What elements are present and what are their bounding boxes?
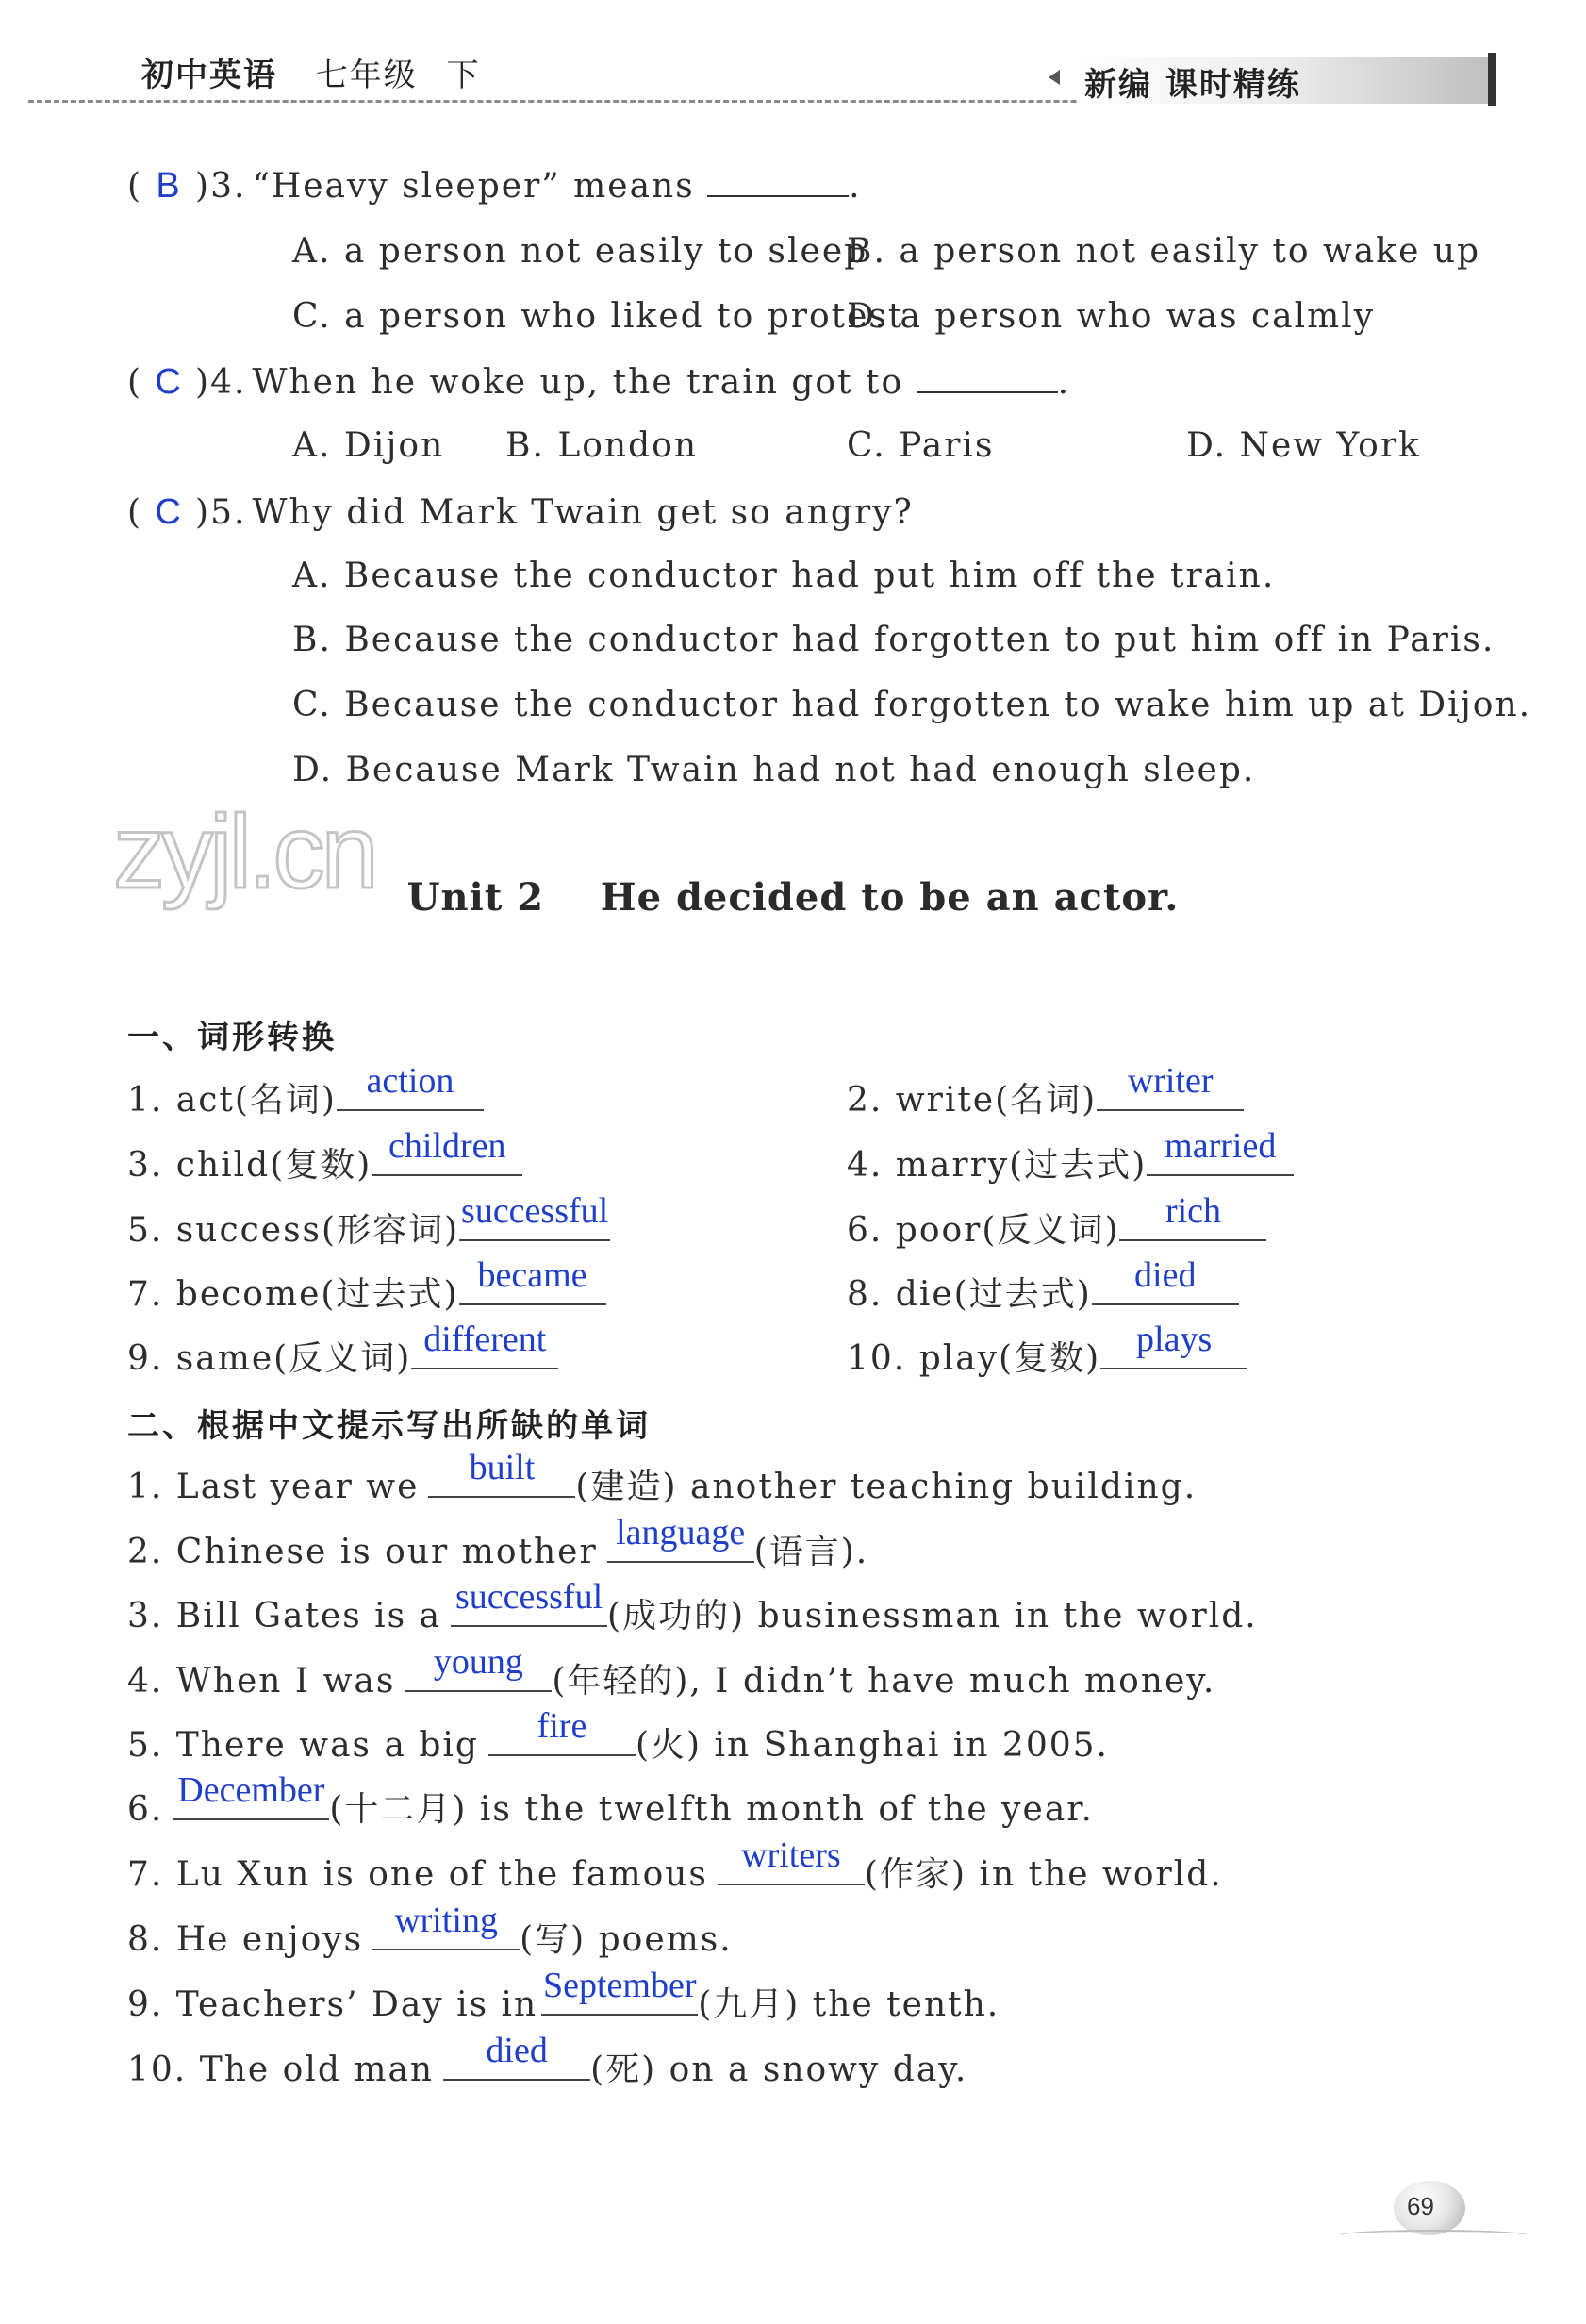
word-form-answer: became — [477, 1255, 587, 1295]
fill-in-answer: December — [177, 1770, 325, 1810]
fill-in-blank[interactable] — [405, 1642, 552, 1692]
fill-in-before: 2. Chinese is our mother — [127, 1533, 598, 1571]
fill-in-answer: writing — [394, 1901, 498, 1940]
fill-in-before: 6. — [127, 1790, 164, 1829]
fill-in-after: (十二月) is the twelfth month of the year. — [329, 1790, 1094, 1829]
fill-in-before: 5. There was a big — [127, 1726, 479, 1765]
question-4-blank[interactable] — [917, 363, 1058, 393]
fill-in-blank[interactable] — [428, 1448, 575, 1498]
word-form-blank[interactable] — [1119, 1191, 1266, 1241]
page-number: 69 — [1407, 2192, 1434, 2220]
fill-in-before: 9. Teachers’ Day is in — [127, 1985, 538, 2024]
fill-in-after: (九月) the tenth. — [698, 1985, 1000, 2024]
section-2-title: 二、根据中文提示写出所缺的单词 — [127, 1407, 651, 1445]
question-3-option-b: B. a person not easily to wake up — [847, 232, 1481, 271]
fill-in-before: 7. Lu Xun is one of the famous — [127, 1855, 708, 1894]
fill-in-item-9 — [127, 1966, 1000, 2026]
fill-in-after: (作家) in the world. — [864, 1855, 1223, 1894]
fill-in-before: 8. He enjoys — [127, 1920, 364, 1959]
question-3-number: 3. — [210, 167, 247, 206]
word-form-prompt: 4. marry(过去式) — [847, 1146, 1148, 1185]
fill-in-answer: young — [433, 1642, 523, 1682]
word-form-answer: children — [388, 1126, 506, 1166]
fill-in-blank[interactable] — [718, 1835, 865, 1885]
fill-in-after: (年轻的), I didn’t have much money. — [552, 1662, 1216, 1701]
question-5-stem: Why did Mark Twain get so angry? — [252, 493, 914, 532]
word-form-blank[interactable] — [1147, 1126, 1294, 1176]
word-form-blank[interactable] — [459, 1191, 610, 1241]
word-form-blank[interactable] — [411, 1320, 558, 1370]
word-form-item-3 — [127, 1126, 522, 1187]
fill-in-item-3 — [127, 1577, 1258, 1637]
word-form-blank[interactable] — [1092, 1255, 1239, 1305]
fill-in-before: 1. Last year we — [127, 1468, 420, 1506]
word-form-prompt: 1. act(名词) — [127, 1081, 337, 1120]
fill-in-answer: successful — [454, 1577, 603, 1617]
fill-in-item-2 — [127, 1513, 869, 1573]
word-form-answer: married — [1165, 1126, 1277, 1166]
header-brand-end — [1488, 53, 1496, 106]
fill-in-blank[interactable] — [607, 1513, 754, 1563]
question-3: ( B )3. “Heavy sleeper” means . — [127, 166, 862, 206]
question-3-option-a: A. a person not easily to sleep — [292, 232, 868, 271]
word-form-prompt: 10. play(复数) — [847, 1339, 1101, 1378]
question-5-answer[interactable]: C — [155, 492, 183, 532]
fill-in-item-5 — [127, 1706, 1109, 1767]
fill-in-item-7 — [127, 1835, 1223, 1896]
word-form-item-7 — [127, 1255, 606, 1316]
question-3-option-d: D. a person who was calmly — [847, 297, 1376, 336]
header-term: 下 — [446, 57, 481, 94]
fill-in-after: (写) poems. — [520, 1920, 733, 1959]
question-5: ( C )5. Why did Mark Twain get so angry? — [127, 492, 914, 532]
word-form-item-6 — [847, 1191, 1266, 1252]
word-form-item-4 — [847, 1126, 1294, 1187]
unit-title: Unit 2 He decided to be an actor. — [406, 875, 1180, 920]
question-4-stem: When he woke up, the train got to — [252, 363, 904, 402]
word-form-prompt: 7. become(过去式) — [127, 1275, 459, 1314]
question-5-option-b: B. Because the conductor had forgotten to put him off in Paris. — [292, 621, 1495, 659]
word-form-item-10 — [847, 1320, 1247, 1380]
watermark: zyjl.cn — [113, 794, 375, 910]
question-4-option-b: B. London — [505, 426, 699, 465]
section-1-title: 一、词形转换 — [127, 1019, 337, 1056]
word-form-item-8 — [847, 1255, 1239, 1316]
question-4-end: . — [1057, 363, 1071, 402]
fill-in-answer: died — [486, 2031, 548, 2070]
word-form-prompt: 6. poor(反义词) — [847, 1211, 1120, 1250]
fill-in-after: (死) on a snowy day. — [590, 2050, 968, 2089]
question-4-option-c: C. Paris — [847, 426, 995, 465]
word-form-prompt: 5. success(形容词) — [127, 1211, 460, 1250]
word-form-answer: plays — [1136, 1320, 1213, 1359]
word-form-answer: different — [423, 1320, 547, 1359]
fill-in-blank[interactable] — [443, 2031, 590, 2081]
header-brand: 新编 课时精练 — [1084, 66, 1301, 104]
fill-in-after: (火) in Shanghai in 2005. — [635, 1726, 1109, 1765]
header-subject — [141, 49, 481, 95]
fill-in-blank[interactable] — [451, 1577, 607, 1627]
fill-in-blank[interactable] — [541, 1966, 698, 2016]
question-4-number: 4. — [210, 363, 247, 402]
header-grade: 七年级 — [315, 57, 418, 94]
fill-in-answer: writers — [741, 1835, 841, 1875]
header-subject-text: 初中英语 — [141, 57, 277, 94]
fill-in-before: 10. The old man — [127, 2050, 435, 2089]
word-form-blank[interactable] — [1097, 1061, 1244, 1111]
header-arrow-icon — [1049, 70, 1060, 85]
fill-in-item-4 — [127, 1642, 1216, 1702]
word-form-prompt: 9. same(反义词) — [127, 1339, 412, 1378]
word-form-blank[interactable] — [337, 1061, 484, 1111]
question-3-blank[interactable] — [707, 167, 849, 197]
fill-in-before: 3. Bill Gates is a — [127, 1597, 442, 1635]
question-3-stem: “Heavy sleeper” means — [252, 167, 695, 206]
fill-in-item-10 — [127, 2031, 968, 2091]
fill-in-blank[interactable] — [372, 1901, 520, 1950]
fill-in-item-8 — [127, 1901, 733, 1961]
fill-in-blank[interactable] — [488, 1706, 636, 1756]
fill-in-item-6 — [127, 1770, 1094, 1831]
fill-in-answer: built — [469, 1448, 536, 1487]
question-3-answer[interactable]: B — [156, 166, 182, 206]
question-4-option-a: A. Dijon — [292, 426, 445, 465]
word-form-blank[interactable] — [459, 1255, 606, 1305]
word-form-prompt: 2. write(名词) — [847, 1081, 1098, 1120]
question-5-option-c: C. Because the conductor had forgotten to wake him up at Dijon. — [292, 686, 1532, 724]
word-form-item-2 — [847, 1061, 1244, 1121]
fill-in-after: (建造) another teaching building. — [575, 1468, 1198, 1506]
question-3-end: . — [849, 167, 862, 206]
fill-in-before: 4. When I was — [127, 1662, 396, 1701]
word-form-answer: rich — [1165, 1191, 1222, 1231]
fill-in-after: (语言). — [753, 1533, 869, 1571]
fill-in-answer: fire — [537, 1706, 587, 1746]
question-4: ( C )4. When he woke up, the train got to . — [127, 362, 1071, 402]
question-5-number: 5. — [210, 493, 247, 532]
word-form-item-9 — [127, 1320, 558, 1380]
word-form-answer: writer — [1127, 1061, 1214, 1101]
word-form-blank[interactable] — [372, 1126, 522, 1176]
word-form-item-1 — [127, 1061, 484, 1121]
word-form-item-5 — [127, 1191, 610, 1252]
fill-in-answer: September — [542, 1966, 697, 2005]
question-5-option-d: D. Because Mark Twain had not had enough sleep. — [292, 751, 1256, 789]
word-form-prompt: 3. child(复数) — [127, 1146, 372, 1185]
question-5-option-a: A. Because the conductor had put him off the train. — [292, 556, 1276, 595]
fill-in-answer: language — [616, 1513, 746, 1552]
word-form-blank[interactable] — [1100, 1320, 1247, 1370]
word-form-answer: died — [1134, 1255, 1197, 1295]
question-4-option-d: D. New York — [1186, 426, 1421, 465]
word-form-answer: action — [366, 1061, 454, 1101]
question-4-answer[interactable]: C — [155, 362, 183, 402]
fill-in-after: (成功的) businessman in the world. — [607, 1597, 1258, 1635]
word-form-answer: successful — [461, 1191, 609, 1231]
word-form-prompt: 8. die(过去式) — [847, 1275, 1092, 1314]
fill-in-item-1 — [127, 1448, 1198, 1508]
question-3-option-c: C. a person who liked to protest — [292, 297, 904, 336]
fill-in-blank[interactable] — [173, 1770, 329, 1820]
page-number-swoosh — [1339, 2230, 1528, 2241]
